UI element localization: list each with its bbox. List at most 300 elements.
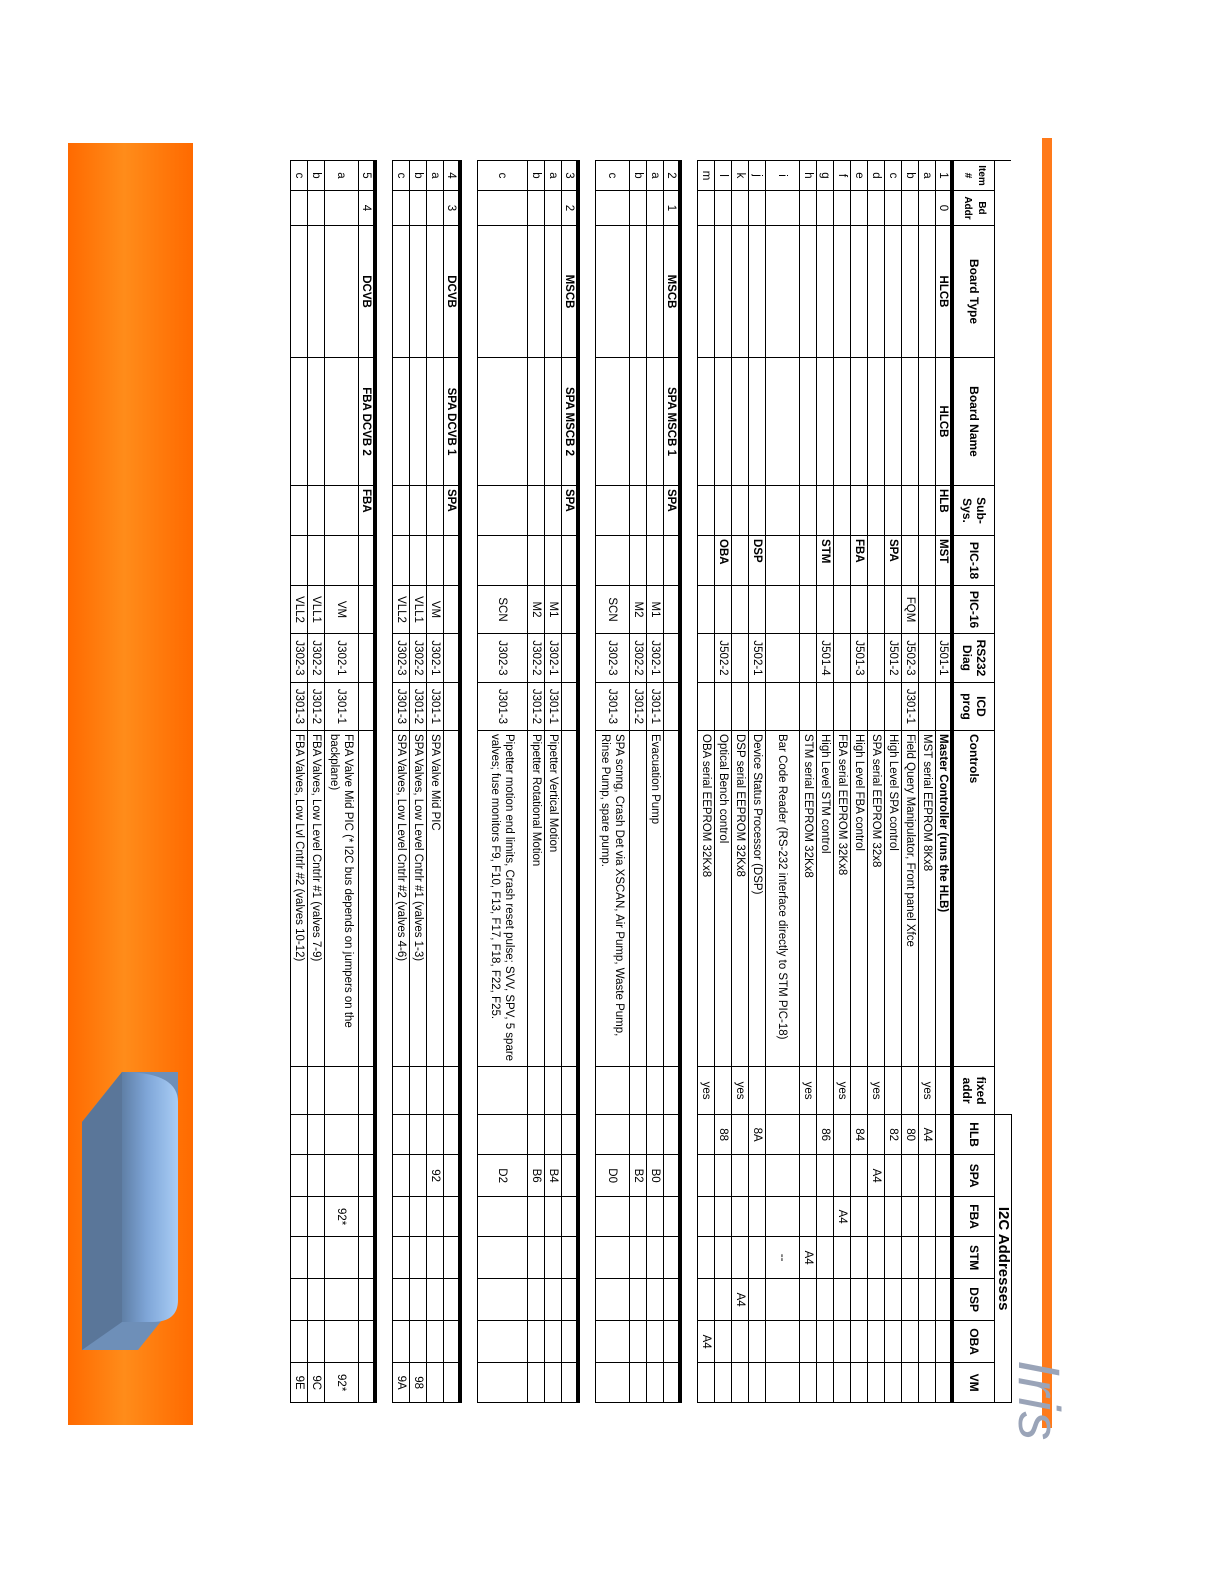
- table-body: [291, 161, 953, 1403]
- col-stm: STM: [953, 1237, 995, 1279]
- cell-controls: [562, 731, 579, 1067]
- cell-pic18: [444, 536, 461, 586]
- cell-name: [647, 358, 664, 486]
- cell-name: [478, 358, 528, 486]
- cell-item: b: [902, 161, 919, 191]
- cell-hlb: [868, 1115, 885, 1155]
- group-separator: [579, 161, 596, 1403]
- cell-rs232: J302-1: [545, 634, 562, 683]
- cell-fba: [308, 1197, 325, 1237]
- cell-oba: [528, 1321, 545, 1363]
- cell-spa: B0: [647, 1155, 664, 1197]
- cell-vm: [885, 1363, 902, 1403]
- cell-oba: [596, 1321, 630, 1363]
- cell-rs232: [800, 634, 817, 683]
- cell-fba: [817, 1197, 834, 1237]
- cell-item: 1: [936, 161, 953, 191]
- cell-type: DCVB: [359, 226, 376, 358]
- cell-rs232: J502-3: [902, 634, 919, 683]
- i2c-address-table: [290, 160, 1012, 1403]
- cell-fixed: [664, 1067, 681, 1115]
- cell-name: [410, 358, 427, 486]
- cell-sub: [919, 486, 936, 536]
- cell-sub: [596, 486, 630, 536]
- cell-dsp: [325, 1279, 359, 1321]
- cell-fixed: [444, 1067, 461, 1115]
- cell-item: c: [478, 161, 528, 191]
- cell-pic18: OBA: [715, 536, 732, 586]
- cell-pic16: [851, 586, 868, 634]
- cell-dsp: [410, 1279, 427, 1321]
- table-row: [902, 161, 919, 1403]
- cell-oba: [800, 1321, 817, 1363]
- cell-controls: High Level FBA control: [851, 731, 868, 1067]
- cell-icd: J301-1: [545, 683, 562, 731]
- cell-item: e: [851, 161, 868, 191]
- cell-icd: J301-3: [291, 683, 308, 731]
- table-row: [936, 161, 953, 1403]
- cell-hlb: [834, 1115, 851, 1155]
- table-row: [359, 161, 376, 1403]
- cell-sub: [478, 486, 528, 536]
- cell-hlb: [596, 1115, 630, 1155]
- cell-bd: [800, 191, 817, 226]
- cell-dsp: [291, 1279, 308, 1321]
- cell-controls: Device Status Processor (DSP): [749, 731, 766, 1067]
- cell-pic16: [800, 586, 817, 634]
- cell-name: [885, 358, 902, 486]
- cell-pic16: [885, 586, 902, 634]
- cell-sub: HLB: [936, 486, 953, 536]
- cell-controls: Field Query Manipulator, Front panel Xfce: [902, 731, 919, 1067]
- cell-pic16: VLL2: [393, 586, 410, 634]
- cell-fba: [528, 1197, 545, 1237]
- cell-name: [528, 358, 545, 486]
- cell-pic18: [732, 536, 749, 586]
- cell-pic18: [664, 536, 681, 586]
- cell-sub: [698, 486, 715, 536]
- cell-spa: [664, 1155, 681, 1197]
- cell-bd: [817, 191, 834, 226]
- cell-fba: [478, 1197, 528, 1237]
- cell-spa: [902, 1155, 919, 1197]
- cell-name: [308, 358, 325, 486]
- cell-type: [902, 226, 919, 358]
- cell-type: [596, 226, 630, 358]
- cell-controls: Optical Bench control: [715, 731, 732, 1067]
- cell-icd: J301-1: [427, 683, 444, 731]
- cell-icd: J301-3: [596, 683, 630, 731]
- cell-pic16: [444, 586, 461, 634]
- cell-controls: SPA Valves, Low Level Cntrlr #2 (valves 4-6): [393, 731, 410, 1067]
- cell-type: [851, 226, 868, 358]
- cell-hlb: [528, 1115, 545, 1155]
- cell-pic16: [919, 586, 936, 634]
- table-row: [800, 161, 817, 1403]
- cell-vm: [427, 1363, 444, 1403]
- cell-pic16: M1: [545, 586, 562, 634]
- table-row: [427, 161, 444, 1403]
- cell-stm: --: [766, 1237, 800, 1279]
- cell-oba: [410, 1321, 427, 1363]
- cell-vm: [664, 1363, 681, 1403]
- cell-sub: [749, 486, 766, 536]
- cell-stm: [427, 1237, 444, 1279]
- cell-dsp: [478, 1279, 528, 1321]
- cell-stm: [545, 1237, 562, 1279]
- cell-fba: [545, 1197, 562, 1237]
- cell-oba: [902, 1321, 919, 1363]
- cell-hlb: [427, 1115, 444, 1155]
- cell-pic16: [766, 586, 800, 634]
- cell-name: [715, 358, 732, 486]
- cell-controls: SPA Valves, Low Level Cntrlr #1 (valves 1-3): [410, 731, 427, 1067]
- cell-hlb: [562, 1115, 579, 1155]
- cell-name: FBA DCVB 2: [359, 358, 376, 486]
- cell-fba: [732, 1197, 749, 1237]
- cell-vm: [528, 1363, 545, 1403]
- cell-dsp: [393, 1279, 410, 1321]
- cell-spa: B4: [545, 1155, 562, 1197]
- cell-bd: [325, 191, 359, 226]
- cell-pic18: [766, 536, 800, 586]
- cell-name: SPA MSCB 1: [664, 358, 681, 486]
- cell-vm: [749, 1363, 766, 1403]
- cell-name: [630, 358, 647, 486]
- cell-hlb: [647, 1115, 664, 1155]
- cell-fba: [647, 1197, 664, 1237]
- table-row: [478, 161, 528, 1403]
- cell-fba: [630, 1197, 647, 1237]
- col-sub-sys: Sub-Sys.: [953, 486, 995, 536]
- cell-stm: [444, 1237, 461, 1279]
- cell-type: [885, 226, 902, 358]
- cell-type: [427, 226, 444, 358]
- cell-pic16: [698, 586, 715, 634]
- cell-icd: [885, 683, 902, 731]
- cell-vm: [478, 1363, 528, 1403]
- cell-bd: [698, 191, 715, 226]
- cell-type: [766, 226, 800, 358]
- cell-type: [817, 226, 834, 358]
- cell-oba: [427, 1321, 444, 1363]
- group-separator: [681, 161, 698, 1403]
- cell-fba: [851, 1197, 868, 1237]
- cell-rs232: [732, 634, 749, 683]
- cell-hlb: [393, 1115, 410, 1155]
- cell-hlb: [800, 1115, 817, 1155]
- cell-bd: 1: [664, 191, 681, 226]
- cell-bd: 2: [562, 191, 579, 226]
- cell-rs232: [664, 634, 681, 683]
- cell-pic18: [359, 536, 376, 586]
- table-row: [664, 161, 681, 1403]
- cell-pic18: [562, 536, 579, 586]
- cell-icd: [834, 683, 851, 731]
- cell-icd: J301-1: [325, 683, 359, 731]
- cell-stm: [325, 1237, 359, 1279]
- cell-bd: [393, 191, 410, 226]
- table-row: [732, 161, 749, 1403]
- cell-stm: [478, 1237, 528, 1279]
- cell-hlb: [359, 1115, 376, 1155]
- cell-sub: [868, 486, 885, 536]
- col-fixed-addr: fixed addr: [953, 1067, 995, 1115]
- cell-sub: SPA: [664, 486, 681, 536]
- cell-oba: [325, 1321, 359, 1363]
- cell-spa: [800, 1155, 817, 1197]
- cell-fixed: [545, 1067, 562, 1115]
- cell-icd: [851, 683, 868, 731]
- cell-oba: [562, 1321, 579, 1363]
- cell-oba: [885, 1321, 902, 1363]
- cell-controls: Pipetter Rotational Motion: [528, 731, 545, 1067]
- cell-type: [478, 226, 528, 358]
- cell-spa: [851, 1155, 868, 1197]
- cell-stm: [647, 1237, 664, 1279]
- cell-type: [800, 226, 817, 358]
- cell-icd: J301-2: [410, 683, 427, 731]
- group-separator: [461, 161, 478, 1403]
- cell-rs232: [766, 634, 800, 683]
- cell-vm: [851, 1363, 868, 1403]
- cell-vm: [715, 1363, 732, 1403]
- cell-controls: Pipetter motion end limits, Crash reset pulse; SVV, SPV, 5 spare valves; fuse monitors F9, F10, F13, F17, F18, F22, F25.: [478, 731, 528, 1067]
- cell-spa: [885, 1155, 902, 1197]
- cell-hlb: 86: [817, 1115, 834, 1155]
- table-row: [817, 161, 834, 1403]
- cell-item: 4: [444, 161, 461, 191]
- cell-pic18: [868, 536, 885, 586]
- cell-pic18: [478, 536, 528, 586]
- cell-item: h: [800, 161, 817, 191]
- cell-controls: FBA serial EEPROM 32Kx8: [834, 731, 851, 1067]
- cell-controls: SPA serial EEPROM 32x8: [868, 731, 885, 1067]
- table-row: [308, 161, 325, 1403]
- cell-controls: FBA Valves, Low Level Cntrlr #1 (valves 7-9): [308, 731, 325, 1067]
- cell-fixed: [562, 1067, 579, 1115]
- cell-fixed: [528, 1067, 545, 1115]
- cell-name: [325, 358, 359, 486]
- cell-name: SPA DCVB 1: [444, 358, 461, 486]
- cell-spa: [444, 1155, 461, 1197]
- cell-item: 5: [359, 161, 376, 191]
- cell-dsp: [308, 1279, 325, 1321]
- cell-vm: [562, 1363, 579, 1403]
- cell-vm: [902, 1363, 919, 1403]
- cell-type: [647, 226, 664, 358]
- cell-pic18: [647, 536, 664, 586]
- cell-stm: [885, 1237, 902, 1279]
- cell-pic18: SPA: [885, 536, 902, 586]
- cell-sub: SPA: [444, 486, 461, 536]
- cell-hlb: A4: [919, 1115, 936, 1155]
- cell-stm: [732, 1237, 749, 1279]
- cell-rs232: J302-2: [528, 634, 545, 683]
- cell-spa: [698, 1155, 715, 1197]
- cell-fixed: [291, 1067, 308, 1115]
- cell-pic16: M2: [630, 586, 647, 634]
- cell-controls: MST serial EEPROM 8Kx8: [919, 731, 936, 1067]
- cell-pic16: [834, 586, 851, 634]
- cell-dsp: [834, 1279, 851, 1321]
- cell-item: m: [698, 161, 715, 191]
- cell-stm: [817, 1237, 834, 1279]
- table-row: [885, 161, 902, 1403]
- cell-stm: [664, 1237, 681, 1279]
- cell-pic18: DSP: [749, 536, 766, 586]
- cell-icd: J301-1: [902, 683, 919, 731]
- table-row: [647, 161, 664, 1403]
- cell-name: [732, 358, 749, 486]
- cell-fba: [902, 1197, 919, 1237]
- cell-sub: [630, 486, 647, 536]
- cell-vm: [868, 1363, 885, 1403]
- cell-stm: [630, 1237, 647, 1279]
- col-spa: SPA: [953, 1155, 995, 1197]
- cell-name: [596, 358, 630, 486]
- cell-spa: [732, 1155, 749, 1197]
- cell-fba: [410, 1197, 427, 1237]
- cell-bd: 3: [444, 191, 461, 226]
- cell-fixed: [936, 1067, 953, 1115]
- cell-spa: 92: [427, 1155, 444, 1197]
- cell-sub: [834, 486, 851, 536]
- cell-fba: [664, 1197, 681, 1237]
- cell-rs232: [698, 634, 715, 683]
- cell-sub: [325, 486, 359, 536]
- table-row: [596, 161, 630, 1403]
- cell-spa: [919, 1155, 936, 1197]
- cell-hlb: 88: [715, 1115, 732, 1155]
- cell-spa: [562, 1155, 579, 1197]
- cell-name: [868, 358, 885, 486]
- cell-pic18: [325, 536, 359, 586]
- cell-oba: [732, 1321, 749, 1363]
- cell-oba: [393, 1321, 410, 1363]
- col-icd: ICD prog: [953, 683, 995, 731]
- col-rs232: RS232 Diag: [953, 634, 995, 683]
- col-item: Item #: [953, 161, 995, 191]
- cell-fixed: [427, 1067, 444, 1115]
- cell-controls: OBA serial EEPROM 32Kx8: [698, 731, 715, 1067]
- cell-oba: [478, 1321, 528, 1363]
- cell-controls: Pipetter Vertical Motion: [545, 731, 562, 1067]
- cell-pic18: [902, 536, 919, 586]
- cell-controls: High Level SPA control: [885, 731, 902, 1067]
- cell-pic18: [528, 536, 545, 586]
- cell-controls: Evacuation Pump: [647, 731, 664, 1067]
- cell-stm: A4: [800, 1237, 817, 1279]
- cell-pic18: [919, 536, 936, 586]
- table-row: [868, 161, 885, 1403]
- cell-fixed: yes: [800, 1067, 817, 1115]
- cell-vm: 9E: [291, 1363, 308, 1403]
- cell-name: [834, 358, 851, 486]
- cell-oba: [834, 1321, 851, 1363]
- cell-icd: [868, 683, 885, 731]
- cell-vm: [919, 1363, 936, 1403]
- cell-controls: [630, 731, 647, 1067]
- cell-fixed: [885, 1067, 902, 1115]
- cell-vm: [596, 1363, 630, 1403]
- cell-fixed: yes: [834, 1067, 851, 1115]
- cell-dsp: [427, 1279, 444, 1321]
- cell-item: j: [749, 161, 766, 191]
- cell-fba: [444, 1197, 461, 1237]
- cell-dsp: [528, 1279, 545, 1321]
- cell-fba: [715, 1197, 732, 1237]
- cell-pic16: [562, 586, 579, 634]
- col-vm: VM: [953, 1363, 995, 1403]
- cell-bd: 0: [936, 191, 953, 226]
- cell-sub: [291, 486, 308, 536]
- cell-type: [410, 226, 427, 358]
- cell-oba: [444, 1321, 461, 1363]
- cell-oba: [545, 1321, 562, 1363]
- cell-icd: [562, 683, 579, 731]
- cell-item: b: [630, 161, 647, 191]
- table-row: [834, 161, 851, 1403]
- cell-hlb: [698, 1115, 715, 1155]
- cell-icd: J301-1: [647, 683, 664, 731]
- cell-icd: [919, 683, 936, 731]
- cell-pic16: VM: [325, 586, 359, 634]
- cell-oba: [630, 1321, 647, 1363]
- cell-oba: A4: [698, 1321, 715, 1363]
- cell-vm: 9A: [393, 1363, 410, 1403]
- table-row: [919, 161, 936, 1403]
- cell-rs232: [834, 634, 851, 683]
- cell-rs232: J302-2: [630, 634, 647, 683]
- table-row: [291, 161, 308, 1403]
- cell-fba: [868, 1197, 885, 1237]
- cell-stm: [698, 1237, 715, 1279]
- cell-sub: [308, 486, 325, 536]
- cell-bd: [868, 191, 885, 226]
- cell-vm: [359, 1363, 376, 1403]
- cell-pic18: [800, 536, 817, 586]
- cell-item: a: [545, 161, 562, 191]
- cell-type: [528, 226, 545, 358]
- cell-dsp: [596, 1279, 630, 1321]
- cell-name: [817, 358, 834, 486]
- cell-icd: J301-3: [478, 683, 528, 731]
- cell-rs232: J302-1: [647, 634, 664, 683]
- cell-spa: [936, 1155, 953, 1197]
- table-row: [545, 161, 562, 1403]
- cell-bd: 4: [359, 191, 376, 226]
- cell-rs232: J501-1: [936, 634, 953, 683]
- cell-hlb: 84: [851, 1115, 868, 1155]
- i2c-address-table-container: [291, 160, 1012, 1392]
- cell-hlb: [630, 1115, 647, 1155]
- cell-pic18: MST: [936, 536, 953, 586]
- cell-bd: [528, 191, 545, 226]
- cell-icd: [664, 683, 681, 731]
- cell-icd: [359, 683, 376, 731]
- cell-fba: [919, 1197, 936, 1237]
- cell-spa: [749, 1155, 766, 1197]
- cell-icd: [936, 683, 953, 731]
- cell-fixed: [359, 1067, 376, 1115]
- table-row: [630, 161, 647, 1403]
- cell-bd: [596, 191, 630, 226]
- cell-stm: [528, 1237, 545, 1279]
- cell-type: [393, 226, 410, 358]
- cell-sub: [715, 486, 732, 536]
- cell-pic16: M1: [647, 586, 664, 634]
